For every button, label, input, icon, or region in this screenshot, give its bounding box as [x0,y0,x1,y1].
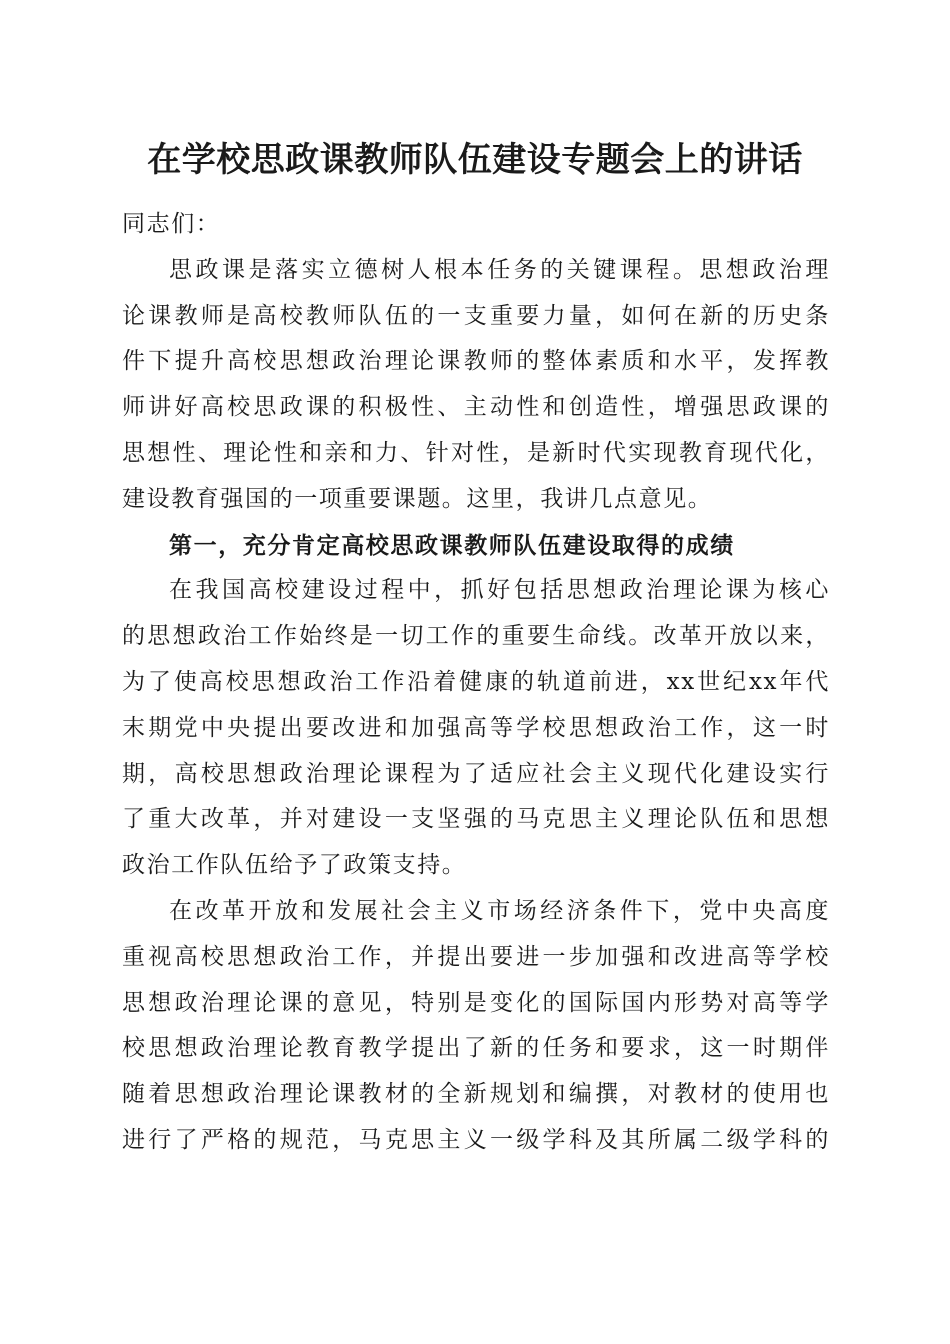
paragraph-line: 校思想政治理论教育教学提出了新的任务和要求，这一时期伴 [122,1035,830,1062]
paragraph-line: 思想政治理论课的意见，特别是变化的国际国内形势对高等学 [122,989,830,1016]
paragraph-line: 进行了严格的规范，马克思主义一级学科及其所属二级学科的 [122,1126,830,1153]
paragraph-line: 重视高校思想政治工作，并提出要进一步加强和改进高等学校 [122,943,830,970]
paragraph-line: 在改革开放和发展社会主义市场经济条件下，党中央高度 [169,897,830,924]
paragraph-line: 件下提升高校思想政治理论课教师的整体素质和水平，发挥教 [122,348,830,375]
paragraph-line: 随着思想政治理论课教材的全新规划和编撰，对教材的使用也 [122,1081,830,1108]
paragraph [122,248,830,523]
document-title: 在学校思政课教师队伍建设专题会上的讲话 [147,140,803,180]
paragraph-line: 为了使高校思想政治工作沿着健康的轨道前进，xx世纪xx年代 [122,668,830,695]
paragraph-line: 思想性、理论性和亲和力、针对性，是新时代实现教育现代化， [122,439,830,466]
paragraph-line: 论课教师是高校教师队伍的一支重要力量，如何在新的历史条 [122,302,830,329]
document-body [122,202,830,1164]
paragraph-line: 末期党中央提出要改进和加强高等学校思想政治工作，这一时 [122,714,830,741]
salutation: 同志们： [122,211,221,237]
paragraph-line: 期，高校思想政治理论课程为了适应社会主义现代化建设实行 [122,760,830,787]
paragraph [122,889,830,1164]
paragraph-line: 建设教育强国的一项重要课题。这里，我讲几点意见。 [122,485,713,512]
section-heading-line: 第一，充分肯定高校思政课教师队伍建设取得的成绩 [169,531,735,559]
paragraph-line: 思政课是落实立德树人根本任务的关键课程。思想政治理 [169,256,830,283]
paragraph-line: 的思想政治工作始终是一切工作的重要生命线。改革开放以来， [122,623,830,650]
paragraph-line: 在我国高校建设过程中，抓好包括思想政治理论课为核心 [169,577,830,604]
paragraph-line: 师讲好高校思政课的积极性、主动性和创造性，增强思政课的 [122,394,830,421]
paragraph [122,568,830,889]
paragraph-line: 了重大改革，并对建设一支坚强的马克思主义理论队伍和思想 [122,806,830,833]
section-heading [122,523,830,569]
paragraph-line: 政治工作队伍给予了政策支持。 [122,852,467,879]
